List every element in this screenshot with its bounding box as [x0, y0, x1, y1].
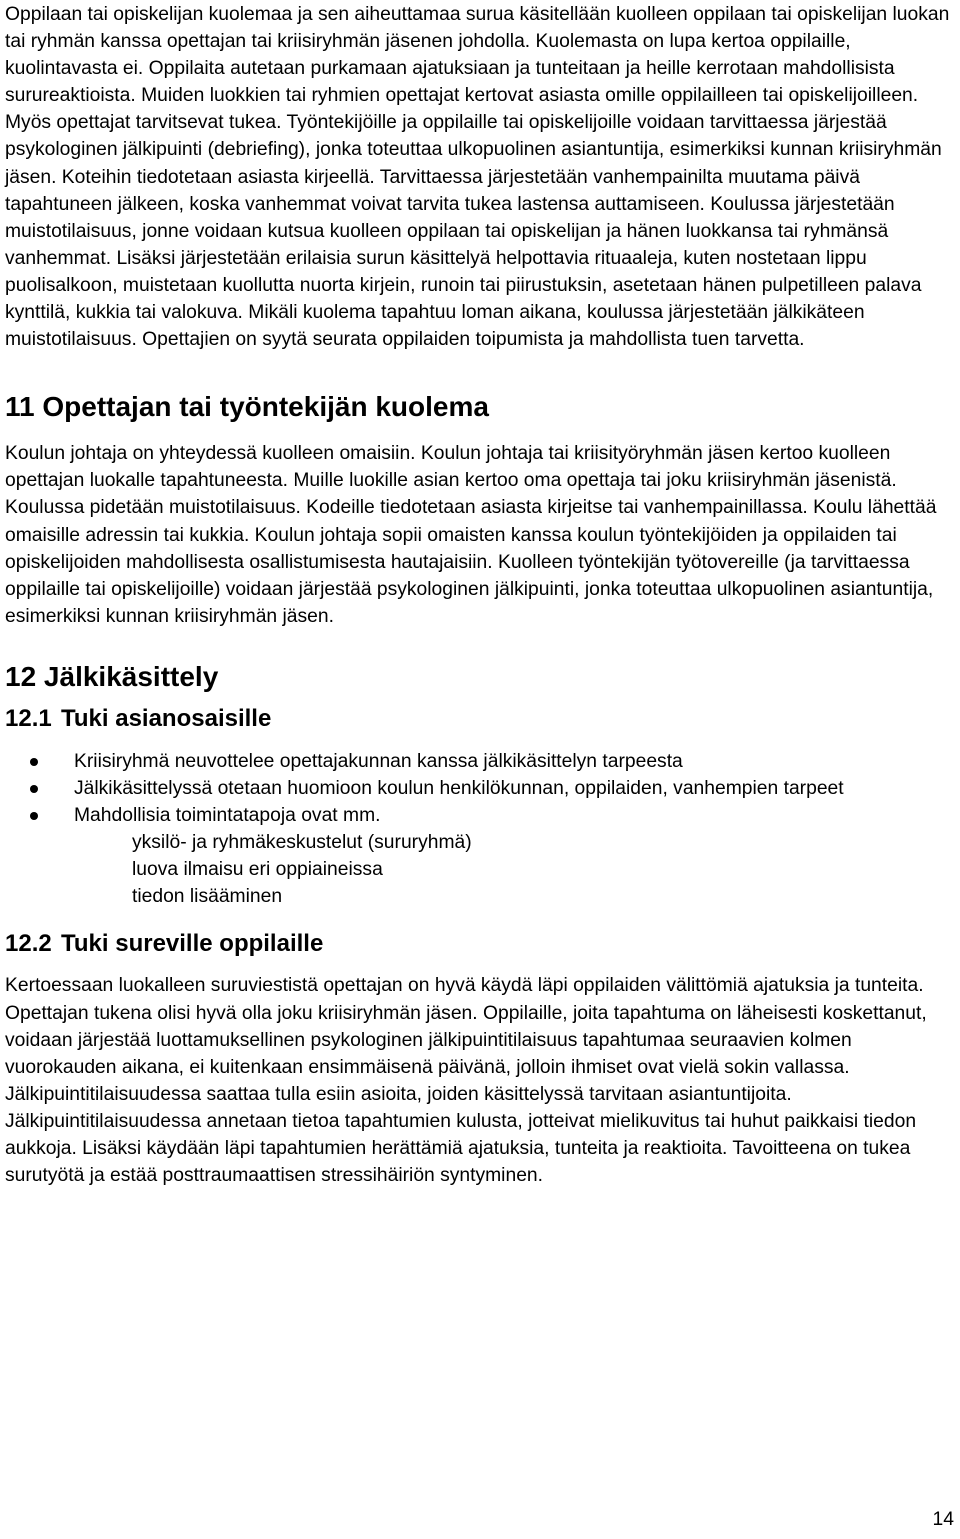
bullet-icon	[30, 785, 38, 793]
intro-paragraph: Oppilaan tai opiskelijan kuolemaa ja sen aiheuttamaa surua käsitellään kuolleen oppilaan tai opiskelijan luokan tai ryhmän kanssa opettajan tai kriisiryhmän jäsenen johdolla. Kuolemasta on lupa kertoa oppilaille, kuolintavasta ei. Oppilaita autetaan purkamaan ajatuksiaan ja tunteitaan ja heille kerrotaan mahdollisista surureaktioista. Muiden luokkien tai ryhmien opettajat kertovat asiasta omille oppilailleen tai opiskelijoilleen. Myös opettajat tarvitsevat tukea. Työntekijöille ja oppilaille tai opiskelijoille voidaan tarvittaessa järjestää psykologinen jälkipuinti (debriefing), jonka toteuttaa ulkopuolinen asiantuntija, esimerkiksi kunnan kriisiryhmän jäsen. Koteihin tiedotetaan asiasta kirjeellä. Tarvittaessa järjestetään vanhempainilta muutama päivä tapahtuneen jälkeen, koska vanhemmat voivat tarvita tukea lastensa auttamiseen. Koulussa järjestetään muistotilaisuus, jonne voidaan kutsua kuolleen oppilaan tai opiskelijan ja hänen luokkansa tai ryhmänsä vanhemmat. Lisäksi järjestetään erilaisia surun käsittelyä helpottavia rituaaleja, kuten nostetaan lippu puolisalkoon, muistetaan kuollutta nuorta kirjein, runoin tai piirustuksin, asetetaan hänen pulpetilleen palava kynttilä, kukkia tai valokuva. Mikäli kuolema tapahtuu loman aikana, koulussa järjestetään jälkikäteen muistotilaisuus. Opettajien on syytä seurata oppilaiden toipumista ja mahdollista tuen tarvetta.	[5, 4, 950, 351]
list-item-text: Kriisiryhmä neuvottelee opettajakunnan kanssa jälkikäsittelyn tarpeesta	[74, 750, 683, 772]
section-12-2-title: Tuki sureville oppilaille	[61, 930, 324, 958]
sublist-item: yksilö- ja ryhmäkeskustelut (sururyhmä)	[132, 832, 472, 854]
sublist-item: luova ilmaisu eri oppiaineissa	[132, 859, 383, 881]
bullet-icon	[30, 758, 38, 766]
section-12-1-number: 12.1	[5, 704, 52, 732]
section-11-heading: 11 Opettajan tai työntekijän kuolema	[5, 391, 489, 423]
section-12-1-title: Tuki asianosaisille	[61, 704, 272, 732]
list-item-text: Jälkikäsittelyssä otetaan huomioon koulun henkilökunnan, oppilaiden, vanhempien tarpeet	[74, 777, 844, 799]
section-11-paragraph: Koulun johtaja on yhteydessä kuolleen omaisiin. Koulun johtaja tai kriisityöryhmän jäsen kertoo kuolleen opettajan luokalle tapahtuneesta. Muille luokille asian kertoo oma opettaja tai joku kriisiryhmän jäsenistä. Koulussa pidetään muistotilaisuus. Kodeille tiedotetaan asiasta kirjeitse tai vanhempainillassa. Koulu lähettää omaisille adressin tai kukkia. Koulun johtaja sopii omaisten kanssa koulun työntekijöiden ja oppilaiden tai opiskelijoiden mahdollisesta osallistumisesta hautajaisiin. Kuolleen työntekijän työtovereille (ja tarvittaessa oppilaille tai opiskelijoille) voidaan järjestää psykologinen jälkipuinti, jonka toteuttaa ulkopuolinen asiantuntija, esimerkiksi kunnan kriisiryhmän jäsen.	[5, 443, 937, 627]
page-number: 14	[932, 1509, 954, 1530]
bullet-icon	[30, 812, 38, 820]
support-bullet-list	[5, 748, 953, 911]
document-page	[5, 0, 953, 1189]
methods-sublist	[74, 829, 953, 910]
sublist-item: tiedon lisääminen	[132, 886, 283, 908]
list-item	[5, 775, 953, 802]
list-item	[5, 802, 953, 910]
list-item	[5, 748, 953, 775]
list-item-text: Mahdollisia toimintatapoja ovat mm.	[74, 805, 381, 827]
section-12-2-number: 12.2	[5, 930, 52, 958]
section-12-heading: 12 Jälkikäsittely	[5, 660, 219, 692]
section-12-2-heading	[5, 928, 953, 960]
section-12-2-paragraph: Kertoessaan luokalleen suruviestistä opettajan on hyvä käydä läpi oppilaiden välittömiä ajatuksia ja tunteita. Opettajan tukena olisi hyvä olla joku kriisiryhmän jäsen. Oppilaille, joita tapahtuma on läheisesti koskettanut, voidaan järjestää luottamuksellinen psykologinen jälkipuintitilaisuus tapahtumaa seuraavien kolmen vuorokauden aikana, ei kuitenkaan ensimmäisenä päivänä, jolloin ihmiset ovat vielä sokin vallassa. Jälkipuintitilaisuudessa saattaa tulla esiin asioita, joiden käsittelyssä tarvitaan asiantuntijoita. Jälkipuintitilaisuudessa annetaan tietoa tapahtumien kulusta, jotteivat mielikuvitus tai huhut paikkaisi tiedon aukkoja. Lisäksi käydään läpi tapahtumien herättämiä ajatuksia, tunteita ja reaktioita. Tavoitteena on tukea surutyötä ja estää posttraumaattisen stressihäiriön syntyminen.	[5, 975, 927, 1187]
section-12-1-heading	[5, 703, 953, 735]
